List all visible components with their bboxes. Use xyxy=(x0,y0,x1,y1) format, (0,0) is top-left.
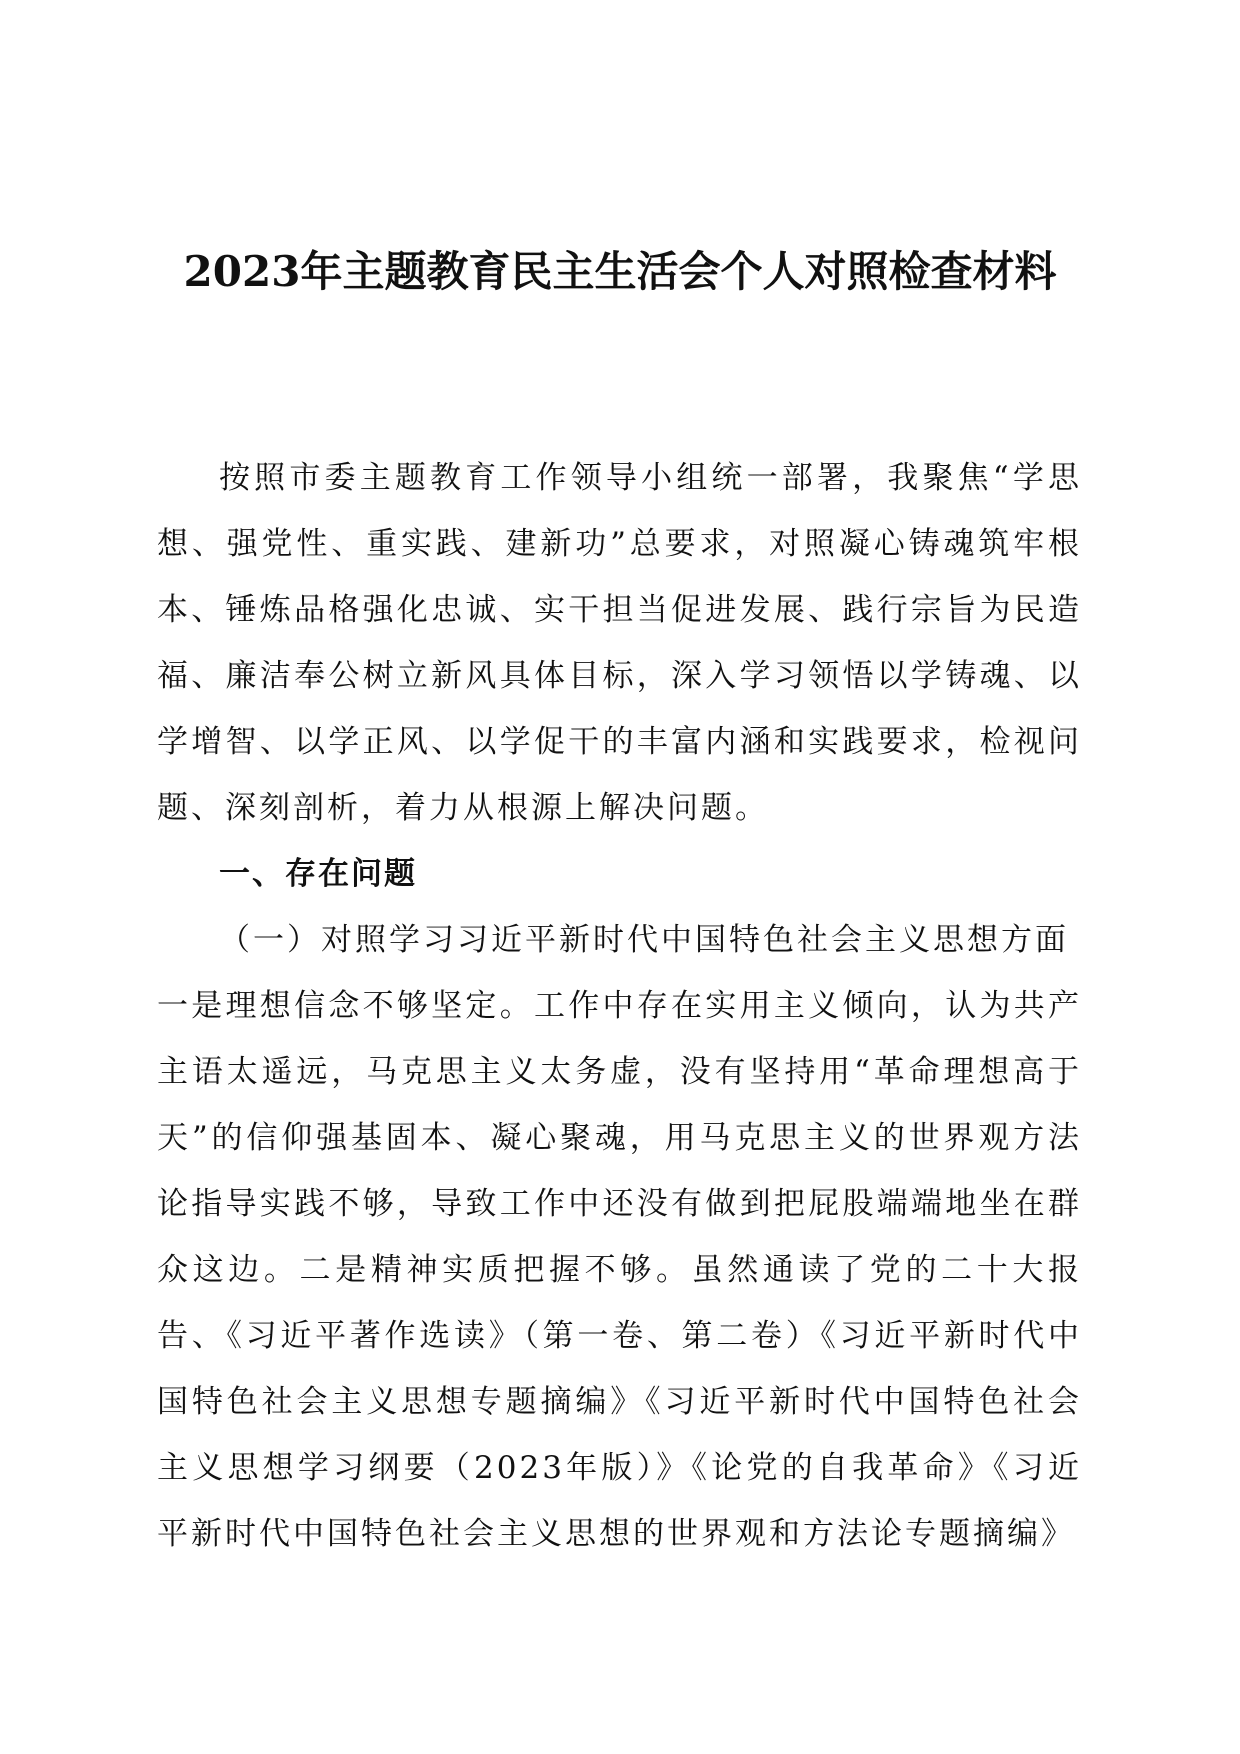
intro-paragraph: 按照市委主题教育工作领导小组统一部署，我聚焦“学思想、强党性、重实践、建新功”总要求，对照凝心铸魂筑牢根本、锤炼品格强化忠诚、实干担当促进发展、践行宗旨为民造福、廉洁奉公树立新风具体目标，深入学习领悟以学铸魂、以学增智、以学正风、以学促干的丰富内涵和实践要求，检视问题、深刻剖析，着力从根源上解决问题。 xyxy=(157,460,1082,826)
body-paragraph: 一是理想信念不够坚定。工作中存在实用主义倾向，认为共产主语太遥远，马克思主义太务虚，没有坚持用“革命理想高于天”的信仰强基固本、凝心聚魂，用马克思主义的世界观方法论指导实践不够，导致工作中还没有做到把屁股端端地坐在群众这边。二是精神实质把握不够。虽然通读了党的二十大报告、《习近平著作选读》（第一卷、第二卷）《习近平新时代中国特色社会主义思想专题摘编》《习近平新时代中国特色社会主义思想学习纲要（2023年版）》《论党的自我革命》《习近平新时代中国特色社会主义思想的世界观和方法论专题摘编》 xyxy=(157,988,1082,1552)
document-title: 2023年主题教育民主生活会个人对照检查材料 xyxy=(183,247,1057,296)
section-heading: 一、存在问题 xyxy=(219,856,417,892)
subsection-heading: （一）对照学习习近平新时代中国特色社会主义思想方面 xyxy=(219,922,1069,958)
document-body xyxy=(157,445,1082,1567)
